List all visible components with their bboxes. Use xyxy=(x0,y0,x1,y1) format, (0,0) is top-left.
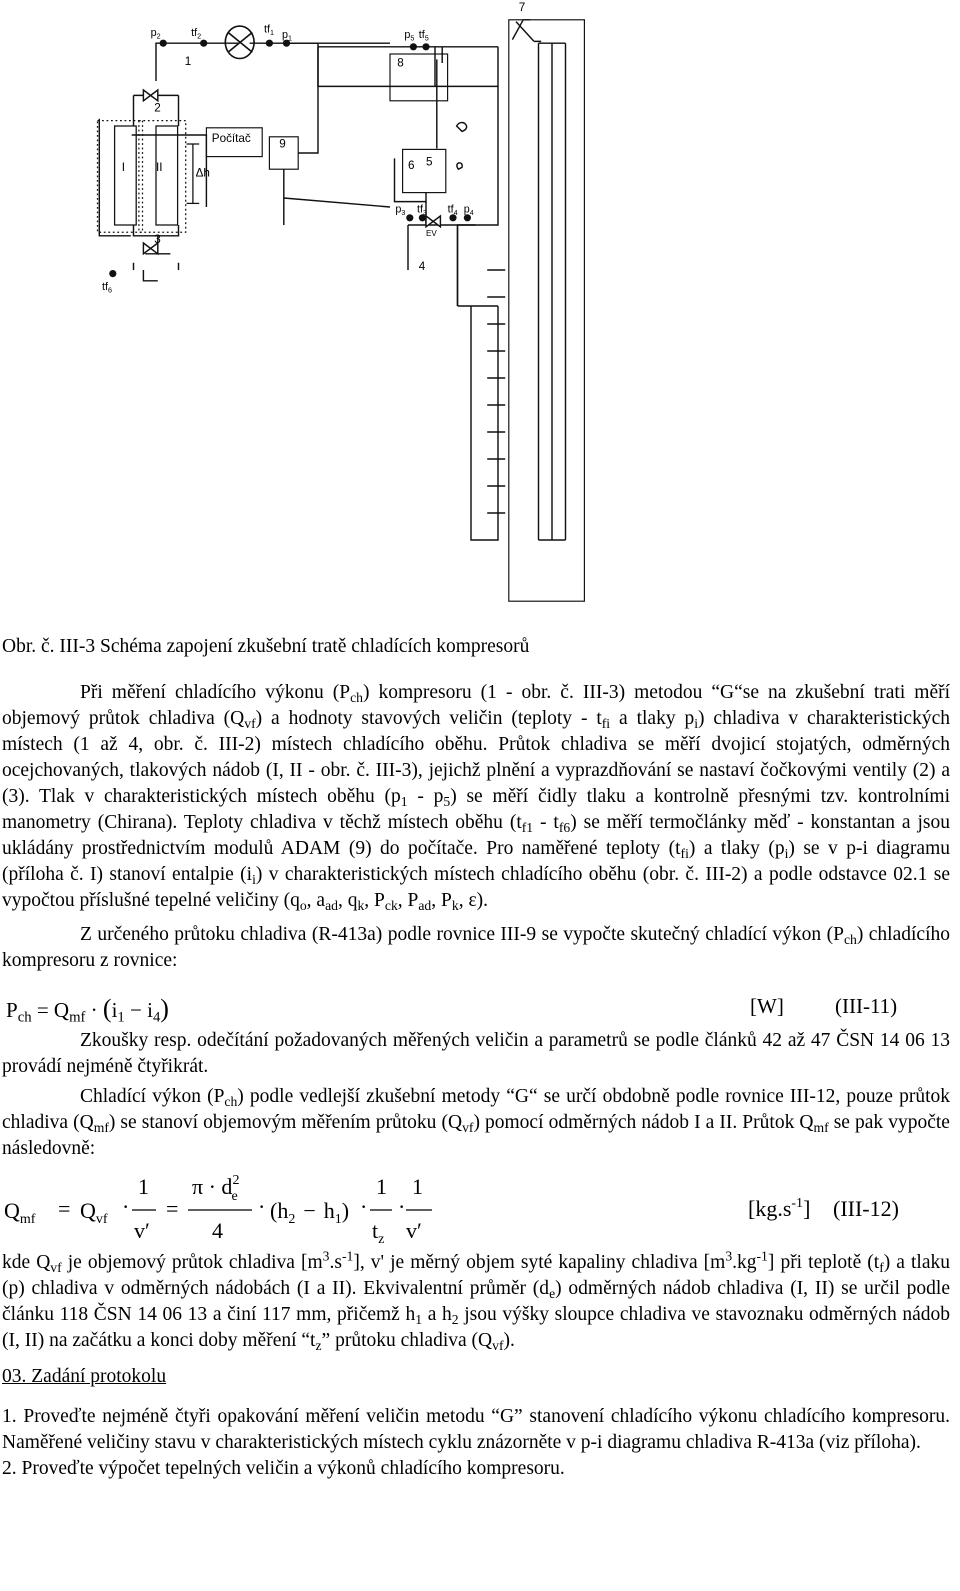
eq2-eq1: = xyxy=(58,1196,71,1221)
label-delta-h: Δh xyxy=(195,166,210,180)
label-tf3: $tf_3$ xyxy=(417,203,428,218)
label-computer: Počítač xyxy=(211,132,251,146)
label-tf4: $tf_4$ xyxy=(447,203,458,218)
eq2-dot2: · xyxy=(258,1194,266,1219)
eq2-number: (III-12) xyxy=(833,1196,899,1221)
eq2-eq2: = xyxy=(166,1196,179,1221)
label-tf1: $tf_1$ xyxy=(264,23,275,38)
label-5: 5 xyxy=(426,155,433,169)
label-9: 9 xyxy=(279,137,286,151)
label-1: 1 xyxy=(184,54,192,68)
eq2-dot4: · xyxy=(398,1194,406,1219)
label-p1: $p_1$ xyxy=(282,28,292,43)
label-ev: EV xyxy=(426,228,437,238)
label-vessel-II: II xyxy=(156,161,163,175)
paragraph-measurement-method: Při měření chladícího výkonu $(P_{ch})$ kompresoru (1 - obr. č. III-3) metodou “G“se na zkušební trati měří objemový průtok chladiva $(Q_{vf})$ a hodnoty stavových veličin (teploty - $t_{fi}$ a tlaky $p_i$) chladiva v charakteristických místech (1 až 4, obr. č. III-2) místech chladícího oběhu. Průtok chladiva se měří dvojicí stojatých, odměrných ocejchovaných, tlakových nádob (I, II - obr. č. III-3), jejichž plnění a vyprazdňování se nastaví čočkovými ventily (2) a (3). Tlak v charakteristických místech oběhu $(p_1 - p_5)$ se měří čidly tlaku a kontrolně přesnými tzv. kontrolními manometry (Chirana). Teploty chladiva v těchž místech oběhu $(t_{f1} - t_{f6})$ se měří termočlánky měď - konstantan a jsou ukládány prostřednictvím modulů ADAM (9) do počítače. Pro naměřené teploty $(t_{fi})$ a tlaky $(p_i)$ se v p-i diagramu (příloha č. I) stanoví entalpie $(i_i)$ v charakteristických místech chladícího oběhu (obr. č. III-2) a podle odstavce 02.1 se vypočtou příslušné tepelné veličiny ($q_o$, $a_{ad}$, $q_k$, $P_{ck}$, $P_{ad}$, $P_k$, ε). xyxy=(2,682,951,914)
eq2-one1: 1 xyxy=(138,1174,149,1199)
eq2-tz: $t_z$ xyxy=(372,1218,385,1246)
label-p4: $p_4$ xyxy=(463,203,474,218)
label-tf2: $tf_2$ xyxy=(191,27,202,41)
eq2-one2: 1 xyxy=(376,1174,387,1199)
eq2-dot3: · xyxy=(360,1194,368,1219)
eq2-qvf: $Q_{vf}$ xyxy=(80,1198,108,1227)
eq2-unit: $[kg.s^{-1}]$ xyxy=(748,1196,811,1221)
test-rig-schematic xyxy=(0,0,960,630)
eq2-v2: v′ xyxy=(406,1218,422,1243)
label-3: 3 xyxy=(154,233,161,247)
eq2-num2: $\pi \cdot d^2$ e xyxy=(192,1173,240,1204)
eq2-dot1: · xyxy=(122,1194,130,1219)
label-p5: $p_5$ xyxy=(404,28,415,43)
eq1-number: (III-11) xyxy=(835,994,898,1018)
eq2-hdiff: $(h_2 - h_1)$ xyxy=(270,1198,350,1227)
label-6: 6 xyxy=(408,159,415,173)
list-item-1: 1. Proveďte nejméně čtyři opakování měření veličin metodu “G” stanovení chladícího výkonu chladícího kompresoru. Naměřené veličiny stavu v charakteristických místech cyklu znázorněte v p-i diagramu chladiva R-413a (viz příloha). xyxy=(2,1406,950,1453)
paragraph-cooling-power: Z určeného průtoku chladiva (R-413a) podle rovnice III-9 se vypočte skutečný chladící výkon $(P_{ch})$ chladícího kompresoru z rovnice: xyxy=(2,924,950,971)
paragraph-definitions: kde $Q_{vf}$ je objemový průtok chladiva $[m^3.s^{-1}]$, v' je měrný objem syté kapaliny chladiva $[m^3.kg^{-1}]$ při teplotě $(t_f)$ a tlaku (p) chladiva v odměrných nádobách (I a II). Ekvivalentní průměr $(d_e)$ odměrných nádob chladiva (I, II) se určil podle článku 118 ČSN 14 06 13 a činí 117 mm, přičemž $h_1$ a $h_2$ jsou výšky sloupce chladiva ve stavoznaku odměrných nádob (I, II) na začátku a konci doby měření “$t_z$” průtoku chladiva $(Q_{vf})$. xyxy=(2,1248,951,1354)
section-heading: 03. Zadání protokolu xyxy=(2,1366,167,1387)
label-4: 4 xyxy=(418,260,426,273)
label-p2: $p_2$ xyxy=(150,27,161,41)
eq2-one3: 1 xyxy=(412,1174,423,1199)
list-item-2: 2. Proveďte výpočet tepelných veličin a výkonů chladícího kompresoru. xyxy=(2,1458,565,1479)
eq2-den2: 4 xyxy=(212,1218,223,1243)
label-2: 2 xyxy=(154,101,161,115)
eq1-unit: [W] xyxy=(750,994,784,1018)
label-p3: $p_3$ xyxy=(395,203,406,218)
protocol-section xyxy=(2,1364,950,1482)
eq2-v1: v′ xyxy=(134,1218,150,1243)
label-vessel-I: I xyxy=(121,161,126,175)
equation-iii-12 xyxy=(0,1166,960,1246)
paragraph-secondary-method: Chladící výkon $(P_{ch})$ podle vedlejší zkušební metody “G“ se určí obdobně podle rovnice III-12, pouze průtok chladiva $(Q_{mf})$ se stanoví objemovým měřením průtoku $(Q_{vf})$ pomocí odměrných nádob I a II. Průtok $Q_{mf}$ se pak vypočte následovně: xyxy=(2,1086,950,1159)
label-tf5: $tf_5$ xyxy=(418,28,429,43)
label-7: 7 xyxy=(518,0,526,14)
paragraph-repetitions: Zkoušky resp. odečítání požadovaných měřených veličin a parametrů se podle článků 42 až 47 ČSN 14 06 13 provádí nejméně čtyřikrát. xyxy=(2,1030,950,1077)
eq1-lhs: $P_{ch} = Q_{mf} \cdot (i_1 - i_4)$ xyxy=(6,994,169,1026)
label-8: 8 xyxy=(397,56,404,70)
eq2-q: $Q_{mf}$ xyxy=(4,1198,36,1227)
figure-caption: Obr. č. III-3 Schéma zapojení zkušební tratě chladících kompresorů xyxy=(2,636,530,657)
label-tf6: $tf_6$ xyxy=(102,280,112,295)
